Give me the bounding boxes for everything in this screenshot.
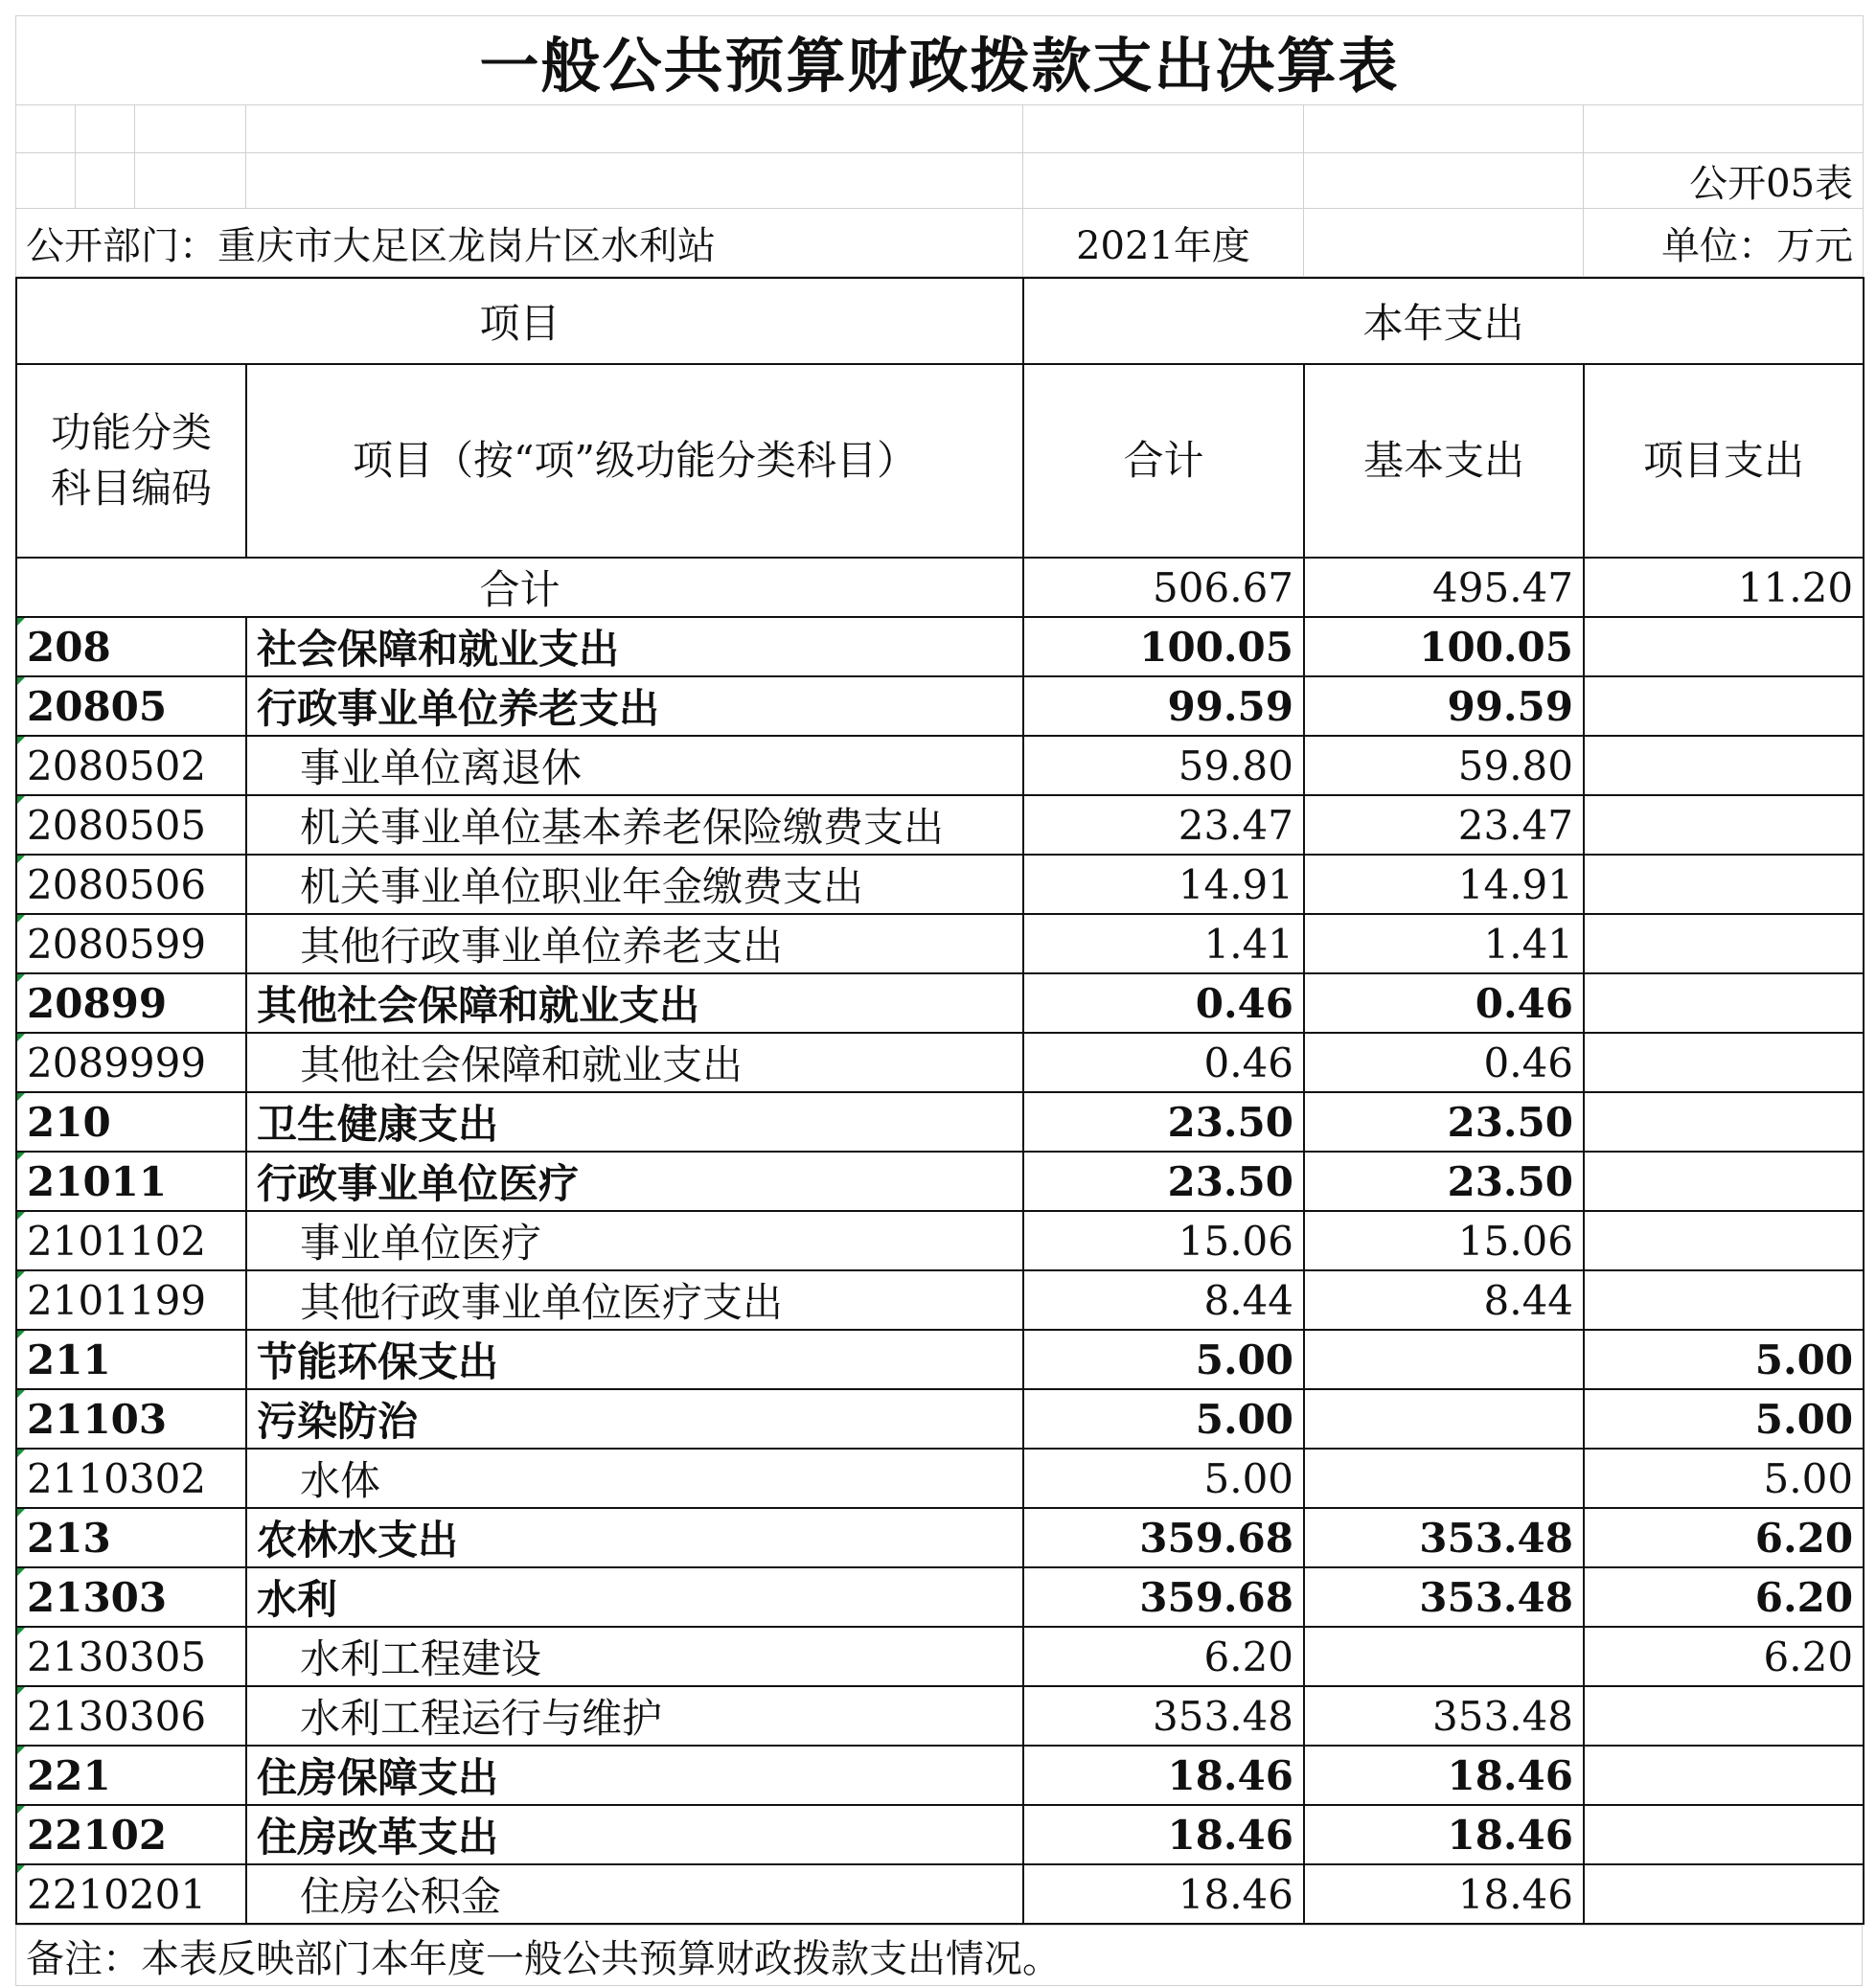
row-total: 23.50: [1023, 1152, 1304, 1211]
empty-cell: [1304, 105, 1584, 153]
row-total: 15.06: [1023, 1211, 1304, 1270]
table-row: [16, 617, 1864, 676]
row-code: 213: [16, 1508, 246, 1567]
row-total: 14.91: [1023, 855, 1304, 914]
row-name: 社会保障和就业支出: [246, 617, 1023, 676]
empty-cell: [135, 105, 246, 153]
row-project: [1584, 617, 1864, 676]
row-basic: 353.48: [1304, 1508, 1584, 1567]
row-project: [1584, 795, 1864, 855]
row-total: 18.46: [1023, 1746, 1304, 1805]
table-row: [16, 1508, 1864, 1567]
row-project: 5.00: [1584, 1330, 1864, 1389]
row-project: [1584, 973, 1864, 1033]
empty-cell: [76, 105, 135, 153]
empty-cell: [76, 153, 135, 209]
table-row: [16, 1270, 1864, 1330]
table-row: [16, 1211, 1864, 1270]
row-name: 水利工程运行与维护: [246, 1686, 1023, 1746]
row-name: 住房改革支出: [246, 1805, 1023, 1864]
data-rows: [16, 617, 1864, 1924]
header-basic: 基本支出: [1304, 364, 1584, 558]
row-code: 211: [16, 1330, 246, 1389]
expense-table: [15, 277, 1865, 1925]
row-basic: 23.47: [1304, 795, 1584, 855]
row-project: [1584, 1033, 1864, 1092]
table-row: [16, 1746, 1864, 1805]
table-row: [16, 795, 1864, 855]
row-code: 2080599: [16, 914, 246, 973]
empty-cell: [16, 153, 76, 209]
row-total: 359.68: [1023, 1508, 1304, 1567]
row-total: 1.41: [1023, 914, 1304, 973]
table-row: [16, 1864, 1864, 1924]
page-title: 一般公共预算财政拨款支出决算表: [16, 16, 1864, 105]
row-name: 其他行政事业单位养老支出: [246, 914, 1023, 973]
row-name: 污染防治: [246, 1389, 1023, 1449]
row-code: 2101199: [16, 1270, 246, 1330]
row-name: 住房公积金: [246, 1864, 1023, 1924]
footnote: 备注：本表反映部门本年度一般公共预算财政拨款支出情况。: [16, 1926, 1863, 1986]
row-total: 6.20: [1023, 1627, 1304, 1686]
row-code: 2110302: [16, 1449, 246, 1508]
row-code: 20805: [16, 676, 246, 736]
row-total: 353.48: [1023, 1686, 1304, 1746]
row-code: 22102: [16, 1805, 246, 1864]
row-code: 2130305: [16, 1627, 246, 1686]
department: 公开部门：重庆市大足区龙岗片区水利站: [16, 209, 1023, 277]
row-name: 其他社会保障和就业支出: [246, 973, 1023, 1033]
row-total: 5.00: [1023, 1389, 1304, 1449]
row-total: 59.80: [1023, 736, 1304, 795]
table-row: [16, 914, 1864, 973]
fiscal-year: 2021年度: [1023, 209, 1304, 277]
table-row: [16, 1152, 1864, 1211]
row-project: [1584, 914, 1864, 973]
table-row: [16, 1092, 1864, 1152]
row-basic: [1304, 1627, 1584, 1686]
table-row: [16, 676, 1864, 736]
row-project: [1584, 1270, 1864, 1330]
row-name: 行政事业单位医疗: [246, 1152, 1023, 1211]
row-basic: 18.46: [1304, 1805, 1584, 1864]
row-total: 359.68: [1023, 1567, 1304, 1627]
row-project: [1584, 1092, 1864, 1152]
row-name: 其他社会保障和就业支出: [246, 1033, 1023, 1092]
empty-cell: [1304, 209, 1584, 277]
row-basic: 23.50: [1304, 1092, 1584, 1152]
header-current-year-expense: 本年支出: [1023, 278, 1864, 364]
row-code: 221: [16, 1746, 246, 1805]
table-number: 公开05表: [1584, 153, 1864, 209]
empty-cell: [1304, 153, 1584, 209]
row-total: 0.46: [1023, 973, 1304, 1033]
empty-cell: [1023, 105, 1304, 153]
header-item-name: 项目（按“项”级功能分类科目）: [246, 364, 1023, 558]
row-name: 农林水支出: [246, 1508, 1023, 1567]
row-code: 21103: [16, 1389, 246, 1449]
row-project: [1584, 1686, 1864, 1746]
row-code: 2080506: [16, 855, 246, 914]
row-total: 99.59: [1023, 676, 1304, 736]
table-row: [16, 1567, 1864, 1627]
empty-cell: [246, 105, 1023, 153]
row-name: 机关事业单位基本养老保险缴费支出: [246, 795, 1023, 855]
row-code: 2089999: [16, 1033, 246, 1092]
row-basic: [1304, 1330, 1584, 1389]
row-name: 卫生健康支出: [246, 1092, 1023, 1152]
row-code: 2080502: [16, 736, 246, 795]
row-name: 水利工程建设: [246, 1627, 1023, 1686]
table-row: [16, 1686, 1864, 1746]
unit: 单位：万元: [1584, 209, 1864, 277]
row-project: [1584, 736, 1864, 795]
row-basic: [1304, 1389, 1584, 1449]
table-row: [16, 1627, 1864, 1686]
row-name: 节能环保支出: [246, 1330, 1023, 1389]
row-name: 水利: [246, 1567, 1023, 1627]
table-row: [16, 1449, 1864, 1508]
row-basic: 14.91: [1304, 855, 1584, 914]
row-basic: 99.59: [1304, 676, 1584, 736]
row-name: 事业单位离退休: [246, 736, 1023, 795]
row-total: 5.00: [1023, 1330, 1304, 1389]
total-label: 合计: [16, 558, 1023, 617]
row-code: 208: [16, 617, 246, 676]
row-basic: 1.41: [1304, 914, 1584, 973]
row-name: 其他行政事业单位医疗支出: [246, 1270, 1023, 1330]
row-project: [1584, 676, 1864, 736]
empty-cell: [135, 153, 246, 209]
row-code: 2130306: [16, 1686, 246, 1746]
row-project: [1584, 1152, 1864, 1211]
note-table: [15, 1925, 1863, 1986]
row-basic: 0.46: [1304, 973, 1584, 1033]
row-basic: 18.46: [1304, 1864, 1584, 1924]
row-total: 18.46: [1023, 1805, 1304, 1864]
row-project: [1584, 1805, 1864, 1864]
header-project: 项目: [16, 278, 1023, 364]
table-row: [16, 1330, 1864, 1389]
row-basic: 100.05: [1304, 617, 1584, 676]
row-project: [1584, 1864, 1864, 1924]
row-total: 23.50: [1023, 1092, 1304, 1152]
row-name: 事业单位医疗: [246, 1211, 1023, 1270]
row-name: 机关事业单位职业年金缴费支出: [246, 855, 1023, 914]
total-project: 11.20: [1584, 558, 1864, 617]
spreadsheet: [15, 15, 1863, 1986]
row-code: 21011: [16, 1152, 246, 1211]
row-name: 住房保障支出: [246, 1746, 1023, 1805]
row-project: 6.20: [1584, 1567, 1864, 1627]
row-code: 2210201: [16, 1864, 246, 1924]
header-code: 功能分类科目编码: [16, 364, 246, 558]
row-total: 100.05: [1023, 617, 1304, 676]
table-row: [16, 855, 1864, 914]
row-name: 行政事业单位养老支出: [246, 676, 1023, 736]
row-project: [1584, 855, 1864, 914]
header-total: 合计: [1023, 364, 1304, 558]
header-project-expense: 项目支出: [1584, 364, 1864, 558]
row-basic: 59.80: [1304, 736, 1584, 795]
row-basic: [1304, 1449, 1584, 1508]
table-row: [16, 1805, 1864, 1864]
row-basic: 8.44: [1304, 1270, 1584, 1330]
row-name: 水体: [246, 1449, 1023, 1508]
row-project: [1584, 1746, 1864, 1805]
row-project: 6.20: [1584, 1508, 1864, 1567]
row-total: 18.46: [1023, 1864, 1304, 1924]
row-total: 8.44: [1023, 1270, 1304, 1330]
table-row: [16, 1389, 1864, 1449]
total-basic: 495.47: [1304, 558, 1584, 617]
header-table: [15, 15, 1864, 277]
row-basic: 15.06: [1304, 1211, 1584, 1270]
row-total: 5.00: [1023, 1449, 1304, 1508]
total-amount: 506.67: [1023, 558, 1304, 617]
empty-cell: [1023, 153, 1304, 209]
row-project: 5.00: [1584, 1449, 1864, 1508]
empty-cell: [246, 153, 1023, 209]
row-basic: 0.46: [1304, 1033, 1584, 1092]
row-code: 2101102: [16, 1211, 246, 1270]
row-basic: 353.48: [1304, 1686, 1584, 1746]
row-project: 5.00: [1584, 1389, 1864, 1449]
row-code: 21303: [16, 1567, 246, 1627]
table-row: [16, 736, 1864, 795]
empty-cell: [16, 105, 76, 153]
row-total: 0.46: [1023, 1033, 1304, 1092]
row-basic: 23.50: [1304, 1152, 1584, 1211]
row-basic: 353.48: [1304, 1567, 1584, 1627]
row-code: 210: [16, 1092, 246, 1152]
row-code: 2080505: [16, 795, 246, 855]
table-row: [16, 1033, 1864, 1092]
row-project: [1584, 1211, 1864, 1270]
table-row: [16, 973, 1864, 1033]
empty-cell: [1584, 105, 1864, 153]
row-project: 6.20: [1584, 1627, 1864, 1686]
row-basic: 18.46: [1304, 1746, 1584, 1805]
row-total: 23.47: [1023, 795, 1304, 855]
row-code: 20899: [16, 973, 246, 1033]
